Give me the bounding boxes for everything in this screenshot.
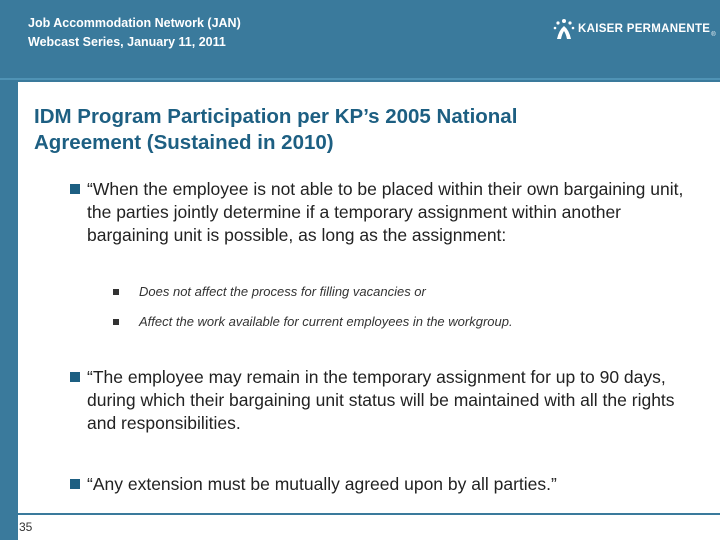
sub-bullet-2	[113, 314, 673, 330]
footer-line	[18, 513, 720, 515]
bullet-text: “Any extension must be mutually agreed upon by all parties.”	[87, 474, 557, 494]
logo-text: KAISER PERMANENTE	[578, 23, 711, 35]
bullet-square-icon	[70, 372, 80, 382]
sub-bullet-text: Affect the work available for current employees in the workgroup.	[139, 314, 513, 329]
kaiser-permanente-logo	[553, 18, 716, 40]
page-number: 35	[19, 520, 33, 534]
sub-bullet-square-icon	[113, 319, 119, 325]
content-area	[18, 82, 720, 540]
header-bar	[0, 0, 720, 78]
bullet-1	[70, 178, 700, 247]
sub-bullet-1	[113, 284, 673, 300]
registered-mark: ®	[711, 32, 716, 38]
sub-bullet-text: Does not affect the process for filling vacancies or	[139, 284, 426, 299]
bullet-text: “The employee may remain in the temporary assignment for up to 90 days, during which their bargaining unit status will be maintained with all the rights and responsibilities.	[87, 367, 675, 433]
slide-title	[34, 104, 674, 156]
header-divider	[0, 78, 720, 80]
sub-bullet-square-icon	[113, 289, 119, 295]
kp-logo-icon	[553, 18, 575, 40]
bullet-2	[70, 366, 700, 435]
header-line-1: Job Accommodation Network (JAN)	[28, 16, 241, 30]
bullet-3	[70, 473, 700, 496]
bullet-square-icon	[70, 184, 80, 194]
title-line-2: Agreement (Sustained in 2010)	[34, 131, 334, 154]
header-line-2: Webcast Series, January 11, 2011	[28, 35, 226, 49]
header-text	[28, 14, 241, 52]
bullet-square-icon	[70, 479, 80, 489]
bullet-text: “When the employee is not able to be placed within their own bargaining unit, the parties jointly determine if a temporary assignment within another bargaining unit is possible, as long as the assignment:	[87, 179, 684, 245]
title-line-1: IDM Program Participation per KP’s 2005 National	[34, 105, 518, 128]
